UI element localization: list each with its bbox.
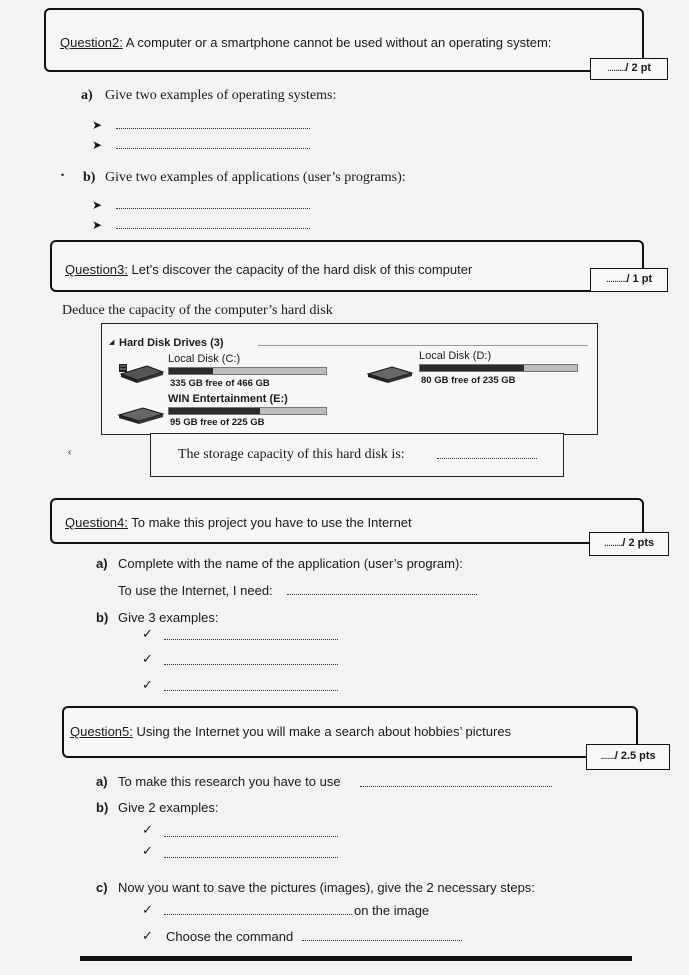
- q5-step1-suffix: on the image: [354, 903, 430, 918]
- stray-mark: ‹: [68, 447, 72, 458]
- question3-label: Question3:: [65, 262, 128, 277]
- q5-c-marker: c): [96, 880, 108, 895]
- question5-text: Using the Internet you will make a search about hobbies’ pictures: [132, 724, 512, 739]
- question4-label: Question4:: [65, 515, 128, 530]
- answer-line[interactable]: [116, 228, 310, 229]
- question4-points-dots: .........: [603, 537, 623, 549]
- answer-line[interactable]: [116, 128, 310, 129]
- q4-b-text: Give 3 examples:: [118, 610, 219, 625]
- q5-step2-text: Choose the command: [166, 929, 294, 944]
- panel-header-rule: [258, 345, 588, 346]
- hard-disk-header: Hard Disk Drives (3): [119, 337, 224, 349]
- q4-a-text: Complete with the name of the application (user’s program):: [118, 556, 463, 571]
- question2-title: [60, 35, 551, 50]
- q2-b-text: Give two examples of applications (user’s programs):: [105, 170, 406, 185]
- drive-e-free-text: 95 GB free of 225 GB: [170, 417, 265, 428]
- drive-d-usage-bar: [419, 364, 578, 372]
- question4-points: [589, 532, 669, 556]
- q4-need-text: To use the Internet, I need:: [118, 583, 273, 598]
- arrow-bullet-icon: ➤: [92, 118, 103, 132]
- question3-points-value: / 1 pt: [626, 273, 653, 285]
- answer-line[interactable]: [360, 786, 552, 787]
- drive-e-icon[interactable]: [117, 405, 165, 425]
- storage-capacity-text: The storage capacity of this hard disk is:: [178, 447, 405, 462]
- answer-line[interactable]: [164, 857, 338, 858]
- question5-title: [70, 724, 511, 739]
- answer-line[interactable]: [164, 639, 338, 640]
- question5-points-value: / 2.5 pts: [614, 750, 656, 762]
- drive-d-usage-fill: [420, 365, 524, 371]
- question3-text: Let’s discover the capacity of the hard disk of this computer: [127, 262, 473, 277]
- q5-b-text: Give 2 examples:: [118, 800, 219, 815]
- drive-c-usage-fill: [169, 368, 213, 374]
- q4-a-marker: a): [96, 556, 108, 571]
- storage-answer-line[interactable]: [437, 458, 537, 459]
- drive-e-name[interactable]: WIN Entertainment (E:): [168, 393, 288, 405]
- question2-label: Question2:: [60, 35, 123, 50]
- drive-c-free-text: 335 GB free of 466 GB: [170, 378, 270, 389]
- checkmark-icon: ✓: [142, 843, 153, 858]
- answer-line[interactable]: [116, 208, 310, 209]
- drive-d-free-text: 80 GB free of 235 GB: [421, 375, 516, 386]
- question5-points-dots: .......: [600, 750, 615, 762]
- q2-a-text: Give two examples of operating systems:: [105, 88, 337, 103]
- question4-text: To make this project you have to use the Internet: [127, 515, 412, 530]
- checkmark-icon: ✓: [142, 651, 153, 666]
- stray-mark: •: [61, 170, 65, 180]
- question2-points: [590, 58, 668, 80]
- question4-points-value: / 2 pts: [622, 537, 655, 549]
- q3-deduce-text: Deduce the capacity of the computer’s hard disk: [62, 303, 333, 318]
- arrow-bullet-icon: ➤: [92, 218, 103, 232]
- checkmark-icon: ✓: [142, 677, 153, 692]
- answer-line[interactable]: [116, 148, 310, 149]
- question3-points-dots: ..........: [605, 273, 627, 285]
- bottom-rule: [80, 956, 632, 961]
- q2-a-marker: a): [81, 88, 93, 103]
- drive-e-usage-bar: [168, 407, 327, 415]
- checkmark-icon: ✓: [142, 902, 153, 917]
- answer-line[interactable]: [164, 914, 352, 915]
- drive-c-usage-bar: [168, 367, 327, 375]
- drive-d-icon[interactable]: [366, 364, 414, 384]
- q5-b-marker: b): [96, 800, 109, 815]
- arrow-bullet-icon: ➤: [92, 198, 103, 212]
- answer-line[interactable]: [164, 690, 338, 691]
- q2-b-marker: b): [83, 170, 96, 185]
- arrow-bullet-icon: ➤: [92, 138, 103, 152]
- collapse-triangle-icon[interactable]: ◢: [109, 339, 115, 346]
- question2-points-dots: .........: [606, 62, 626, 74]
- q5-c-text: Now you want to save the pictures (images), give the 2 necessary steps:: [118, 880, 535, 895]
- q5-a-marker: a): [96, 774, 108, 789]
- answer-line[interactable]: [302, 940, 462, 941]
- checkmark-icon: ✓: [142, 822, 153, 837]
- checkmark-icon: ✓: [142, 626, 153, 641]
- question2-points-value: / 2 pt: [625, 62, 652, 74]
- q5-a-text: To make this research you have to use: [118, 774, 341, 789]
- question3-points: [590, 268, 668, 292]
- question2-text: A computer or a smartphone cannot be used without an operating system:: [122, 35, 552, 50]
- checkmark-icon: ✓: [142, 928, 153, 943]
- drive-c-name[interactable]: Local Disk (C:): [168, 353, 241, 365]
- question5-points: [586, 744, 670, 770]
- question3-title: [65, 262, 472, 277]
- answer-line[interactable]: [164, 664, 338, 665]
- drive-c-icon[interactable]: [117, 362, 165, 384]
- answer-line[interactable]: [287, 594, 477, 595]
- answer-line[interactable]: [164, 836, 338, 837]
- q4-b-marker: b): [96, 610, 109, 625]
- question5-label: Question5:: [70, 724, 133, 739]
- drive-e-usage-fill: [169, 408, 260, 414]
- drive-d-name[interactable]: Local Disk (D:): [419, 350, 492, 362]
- question4-title: [65, 515, 412, 530]
